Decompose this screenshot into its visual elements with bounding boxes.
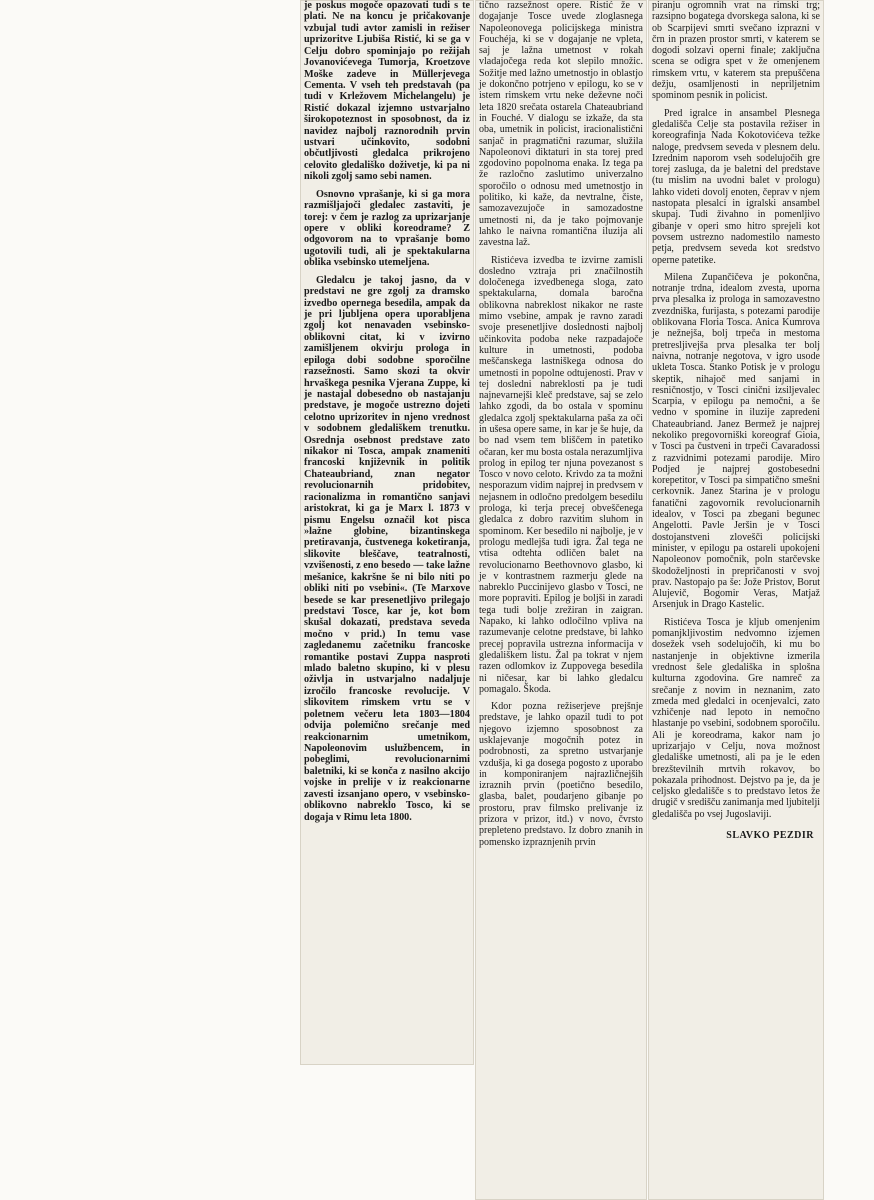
column-2-text xyxy=(475,0,647,848)
article-column-3 xyxy=(648,0,824,1200)
paragraph: tično razsežnost opere. Ristić že v dogajanje Tosce uvede zloglasnega Napoleonovega policijskega ministra Fouchéja, ki se v dogajanje ne vpleta, saj je lažna umetnost v rokah vladajočega reda kot slepilo množic. Sožitje med lažno umetnostjo in oblastjo je dokončno potrjeno v epilogu, ko se v istem rimskem vrtu neke deževne noči leta 1820 srečata ostarela Chateaubriand in Fouché. V dialogu se izkaže, da sta oba, umetnik in policist, iracionalistični sanjač in pragmatični razumar, služila Napoleonovi diktaturi in sta torej pred zgodovino popolnoma enaka. Iz tega pa že razločno zaslutimo univerzalno sporočilo o odnosu med umetnostjo in politiko, ki kaže, da nevtralne, čiste, samozavezujoče in samozadostne umetnosti ni, da je tako pojmovanje lahko le naivna romantična iluzija ali zavestna laž. xyxy=(479,0,643,249)
author-signature: SLAVKO PEZDIR xyxy=(726,830,814,842)
paragraph: piranju ogromnih vrat na rimski trg; razsipno bogatega dvorskega salona, ki se ob Scarpijevi smrti svečano izprazni v črn in prazen prostor smrti, v katerem se dogodi solzavi operni finale; zaključna scena se odigra spet v že omenjenem rimskem vrtu, v katerem sta prepuščena dežju, osamljenosti in nepriljetnim spominom pesnik in policist. xyxy=(652,0,820,102)
paragraph: Ristićeva Tosca je kljub omenjenim pomanjkljivostim nedvomno izjemen dosežek vseh sodelujočih, ki mu bo nastanjenje in objektivne izmerila vrednost šele gledališka in splošna kulturna zgodovina. Gre namreč za srečanje z novim in neznanim, zato zmeda med gledalci in ocenjevalci, zato vzhičenje nad lepoto in nemočno hlastanje po vsebini, sodobnem sporočilu. Ali je koreodrama, kakor nam jo uprizarjajo v Celju, nova možnost gledališke umetnosti, ali pa je le eden brezštevilnih mrtvih rokavov, bo pokazala prihodnost. Dejstvo pa je, da je celjsko gledališče s to predstavo letos že drugič v središču zanimanja med ljubitelji gledališča po vsej Jugoslaviji. xyxy=(652,616,821,820)
paragraph: Osnovno vprašanje, ki si ga mora razmišljajoči gledalec zastaviti, je torej: v čem je razlog za uprizarjanje opere v obliki koreodrame? Z odgovorom na to vprašanje bomo ugotovili tudi, ali je spektakularna oblika vsebinsko utemeljena. xyxy=(304,188,470,269)
article-column-1 xyxy=(300,0,474,1065)
paragraph: Pred igralce in ansambel Plesnega gledališča Celje sta postavila režiser in koreografinja Nada Kokotovićeva težke naloge, predvsem seveda v plesnem delu. Izrednim naporom vseh sodelujočih gre torej zasluga, da je baletni del predstave (tu mislim na uvodni balet v prologu) lahko videti dovolj enoten, čeprav v njem nastopata plesalci in igralski ansambel skupaj. Tudi živahno in pomenljivo gibanje v operi smo hitro sprejeli kot povsem ustrezno nadomestilo namesto petja, predvsem seveda kot sredstvo operne patetike. xyxy=(652,107,820,266)
article-column-2 xyxy=(475,0,647,1200)
column-1-text xyxy=(300,0,474,823)
paragraph: je poskus mogoče opazovati tudi s te plati. Ne na koncu je pričakovanje vzbujal tudi avtor zamisli in režiser uprizoritve Ljubiša Ristić, ki se ga v Celju dobro spominjajo po režijah Jovanovićevega Tumorja, Kroetzove Moške zadeve in Müllerjevega Cementa. V vseh teh predstavah (pa tudi v Krležovem Michelangelu) je Ristić dokazal izjemno ustvarjalno širokopoteznost in sposobnost, da iz navidez najbolj raznorodnih prvin ustvari učinkovito, sodobni občutljivosti gledalca prikrojeno celovito gledališko doživetje, ki pa ni nikoli zgolj samo sebi namen. xyxy=(304,0,470,183)
column-3-text xyxy=(648,0,824,820)
paragraph: Milena Zupančičeva je pokončna, notranje trdna, idealom zvesta, uporna prva plesalka iz prologa in samozavestno zvezdniška, furijasta, s potezami parodije oblikovana Floria Tosca. Anica Kumrova je nežnejša, bolj trpeča in mestoma pretresljivejša prva plesalka ter bolj naivna, notranje negotova, v igro usode ukleta Tosca. Stanko Potisk je v prologu skeptik, nihajoč med sanjami in resničnostjo, v Tosci cinični izsiljevalec Scarpia, v epilogu pa nemočni, a še vedno v spomine in iluzije zapredeni Chateaubriand. Janez Bermež je najprej nekoliko pregovorniški koreograf Gioia, v Tosci pa čustveni in trpeči Cavaradossi z razvidnimi potezami parodije. Miro Podjed je najprej gostobesedni korepetitor, v Tosci pa simpatično smešni cerkovnik. Janez Starina je v prologu fanatični zagovornik revolucionarnih idealov, v Tosci pa zbegani begunec Angelotti. Pavle Jeršin je v Tosci dostojanstveni zlovešči policijski minister, v epilogu pa ostareli upokojeni Napoleonov pomočnik, poln starčevske škodoželjnosti in prepričanosti v svoj prav. Nastopajo pa še: Jože Pristov, Borut Alujevič, Bogomir Veras, Matjaž Arsenjuk in Drago Kastelic. xyxy=(652,271,820,611)
paragraph: Ristićeva izvedba te izvirne zamisli dosledno vztraja pri značilnostih določenega izvedbenega sloga, zato spektakularna, domala baročna oblikovna nabreklost nikakor ne raste mimo vsebine, ampak je ravno zaradi svoje presenetljive doslednosti najbolj učinkovita podoba neke razpadajoče kulture in umetnosti, podoba meščanskega lastniškega odnosa do umetnosti in popolne odtujenosti. Prav v tej dosledni nabreklosti pa je tudi najnevarnejši kleč predstave, saj se zelo lahko zgodi, da bo ostala v spominu gledalca zgolj spektakularna paša za oči in ušesa opere same, in kar je še huje, da bo nad vsem tem bliščem in patetiko očaran, ker mu bosta ostala nerazumljiva prolog in epilog ter njuna povezanost s Tosco v novo celoto. Krivdo za ta možni nesporazum vidim najprej in predvsem v nejasnem in odločno predolgem besedilu prologa, ki terja precej obveščenega gledalca z dobro razvitim sluhom in spominom. Ker besedilo ni najbolje, je v prologu medlejša tudi igra. Žal tega ne vtisa odtehta odličen balet na revolucionarno Beethovnovo glasbo, ki je v kontrastnem razmerju glede na nabreklo Puccinijevo glasbo v Tosci, ne more popraviti. Epilog je boljši in zaradi tega tudi bolje zrežiran in zaigran. Napako, ki lahko odločilno vpliva na razumevanje celotne predstave, bi lahko precej popravila ustrezna informacija v gledališkem listu. Žal pa tokrat v njem razen odlomkov iz Zuppovega besedila ni ničesar, kar bi lahko gledalcu pomagalo. Škoda. xyxy=(479,254,643,695)
paragraph: Kdor pozna režiserjeve prejšnje predstave, je lahko opazil tudi to pot njegovo izjemno sposobnost za usklajevanje mogočnih potez in podrobnosti, za spretno ustvarjanje vzdušja, ki ga dosega pogosto z uporabo in komponiranjem najrazličnejših izraznih prvin (poetično besedilo, glasba, balet, poudarjeno gibanje po prostoru, prav filmsko prelivanje iz prizora v prizor, itd.) v novo, čvrsto prepleteno predstavo. Iz dobro znanih in pomensko izpraznjenih prvin xyxy=(479,701,643,848)
paragraph: Gledalcu je takoj jasno, da v predstavi ne gre zgolj za dramsko izvedbo opernega besedila, ampak da je pri ljubljena opera uporabljena zgolj kot nenavaden vsebinsko-oblikovni citat, ki v izvirno zamišljenem okvirju prologa in epiloga dobi sodobne sporočilne razsežnosti. Samo skozi ta okvir hrvaškega pesnika Vjerana Zuppe, ki je nastajal dobesedno ob nastajanju predstave, je mogoče ustrezno dojeti celotno uprizoritev in njeno vrednost v sodobnem gledališkem trenutku. Osrednja osebnost predstave zato nikakor ni Tosca, ampak znameniti francoski književnik in politik Chateaubriand, znan negator revolucionarnih pridobitev, racionalizma in romantično sanjavi aristokrat, ki ga je Marx l. 1873 v pismu Engelsu označil kot pisca »lažne globine, bizantinskega pretiravanja, čustvenega koketiranja, slikovite bleščave, teatralnosti, vzvišenosti, z eno besedo — take lažne mešanice, kakršne še ni bilo niti po obliki niti po vsebini«. (Te Marxove besede se kar presenetljivo prilegajo predstavi Tosce, kar je, kot bom skušal dokazati, predstava seveda močno v prid.) In temu vase zagledanemu začetniku francoske romantike postavi Zuppa nasproti mlado baletno skupino, ki v plesu oživlja in ustvarjalno nadaljuje izročilo francoske revolucije. V slikovitem rimskem vrtu se v poletnem večeru leta 1803—1804 odvija polemično srečanje med reakcionarnim umetnikom, Napoleonovim uslužbencem, in pobeglimi, revolucionarnimi baletniki, ki se konča z nasilno akcijo vojske in prelije v iz reakcionarne zavesti izsanjano opero, v vsebinsko-oblikovno nabreklo Tosco, ki se dogaja v Rimu leta 1800. xyxy=(304,274,470,823)
